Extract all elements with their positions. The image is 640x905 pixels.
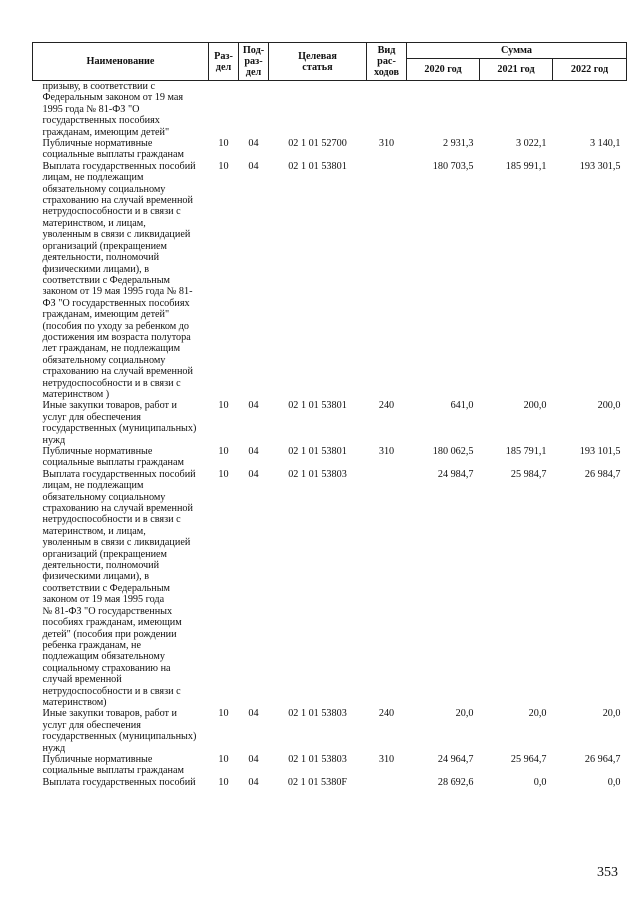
row-subsection: 04 [248,400,259,412]
row-expense-type: 240 [378,400,395,412]
row-subsection: 04 [248,753,259,765]
header-year-2021: 2021 год [480,59,553,81]
row-section [209,81,239,139]
row-target: 02 1 01 53801 [288,446,347,457]
row-sum-2022: 0,0 [607,776,621,788]
row-sum-2022: 193 301,5 [579,160,621,172]
row-subsection: 04 [248,138,259,150]
row-subsection: 04 [248,468,259,480]
row-sum-2021: 25 964,7 [510,753,547,765]
row-sum-2022: 20,0 [602,708,621,720]
header-subsection: Под- раз- дел [239,43,269,81]
row-expense-type [367,161,407,401]
row-section: 10 [218,446,229,457]
row-sum-2020: 24 964,7 [437,753,474,765]
row-subsection: 04 [248,446,259,457]
row-name: Выплата государственных пособий [42,776,196,788]
header-section: Раз- дел [209,43,239,81]
row-expense-type [367,81,407,139]
row-section: 10 [218,708,229,720]
row-name: Иные закупки товаров, работ и услуг для обеспечения государственных (муниципальных) нужд [42,708,197,754]
row-target: 02 1 01 5380F [287,776,348,788]
row-sum-2020 [407,81,480,139]
table-row [33,777,627,788]
row-sum-2021: 3 022,1 [515,138,547,150]
row-subsection [239,81,269,139]
row-sum-2021: 25 984,7 [510,468,547,480]
row-target: 02 1 01 53803 [288,468,347,480]
row-section: 10 [218,400,229,412]
row-section: 10 [218,468,229,480]
header-expense-type: Вид рас- ходов [367,43,407,81]
row-sum-2022: 26 984,7 [584,468,621,480]
row-sum-2020: 180 062,5 [432,446,474,457]
row-name: Публичные нормативные социальные выплаты гражданам [42,138,184,161]
table-row [33,469,627,709]
row-sum-2022: 200,0 [597,400,621,412]
row-sum-2022: 193 101,5 [579,446,621,457]
row-sum-2022 [553,81,627,139]
row-target: 02 1 01 53803 [288,753,347,765]
table-row [33,400,627,446]
header-target: Целевая статья [269,43,367,81]
row-sum-2022: 3 140,1 [589,138,621,150]
header-year-2022: 2022 год [553,59,627,81]
row-target: 02 1 01 52700 [288,138,347,150]
table-row [33,754,627,777]
row-sum-2021: 20,0 [528,708,547,720]
row-name: призыву, в соответствии с Федеральным законом от 19 мая 1995 года № 81-ФЗ "О государственных пособиях гражданам, имеющим детей" [42,81,184,138]
row-sum-2021 [480,81,553,139]
row-expense-type: 240 [378,708,395,720]
row-name: Публичные нормативные социальные выплаты гражданам [42,753,184,777]
row-section: 10 [218,160,229,172]
row-sum-2020: 20,0 [455,708,474,720]
table-row [33,446,627,469]
budget-table [32,42,627,788]
row-name: Публичные нормативные социальные выплаты гражданам [42,446,184,469]
row-section: 10 [218,138,229,150]
row-sum-2020: 2 931,3 [442,138,474,150]
table-row [33,81,627,139]
row-expense-type [367,469,407,709]
row-sum-2020: 24 984,7 [437,468,474,480]
row-target: 02 1 01 53801 [288,400,347,412]
row-sum-2021: 185 991,1 [505,160,547,172]
row-name: Выплата государственных пособий лицам, не подлежащим обязательному социальному страхованию на случай временной нетрудоспособности и в связи с материнством, и лицам, уволенным в связи с ликвидацией организаций (прекращением деятельности, полномочий физическими лицами), в соответствии с Федеральным законом от 19 мая 1995 года № 81-ФЗ "О государственных пособиях гражданам, имеющим детей" (пособия при рождении ребенка гражданам, не подлежащим обязательному социальному страхованию на случай временной нетрудоспособности и в связи с материнством) [42,468,196,708]
row-target [269,81,367,139]
row-sum-2020: 180 703,5 [432,160,474,172]
row-expense-type [367,777,407,788]
row-subsection: 04 [248,776,259,788]
row-target: 02 1 01 53801 [288,160,347,172]
row-subsection: 04 [248,708,259,720]
row-expense-type: 310 [378,446,395,457]
row-sum-2022: 26 964,7 [584,753,621,765]
table-row [33,708,627,754]
row-sum-2021: 200,0 [523,400,547,412]
row-sum-2020: 28 692,6 [437,776,474,788]
row-subsection: 04 [248,160,259,172]
row-sum-2021: 0,0 [533,776,547,788]
row-section: 10 [218,753,229,765]
table-row [33,138,627,161]
row-sum-2021: 185 791,1 [505,446,547,457]
table-header [33,43,627,81]
row-expense-type: 310 [378,138,395,150]
row-name: Иные закупки товаров, работ и услуг для обеспечения государственных (муниципальных) нужд [42,400,197,446]
page-number: 353 [597,865,618,880]
table-body [33,81,627,789]
row-expense-type: 310 [378,753,395,765]
row-name: Выплата государственных пособий лицам, не подлежащим обязательному социальному страхованию на случай временной нетрудоспособности и в связи с материнством, и лицам, уволенным в связи с ликвидацией организаций (прекращением деятельности, полномочий физическими лицами), в соответствии с Федеральным законом от 19 мая 1995 года № 81- ФЗ "О государственных пособиях гражданам, имеющим детей" (пособия по уходу за ребенком до достижения им возраста полутора лет гражданам, не подлежащим обязательному социальному страхованию на случай временной нетрудоспособности и в связи с материнством ) [42,160,196,400]
row-sum-2020: 641,0 [450,400,474,412]
row-target: 02 1 01 53803 [288,708,347,720]
header-name: Наименование [33,43,209,81]
header-year-2020: 2020 год [407,59,480,81]
table-row [33,161,627,401]
header-sum: Сумма [407,43,627,59]
row-section: 10 [218,776,229,788]
